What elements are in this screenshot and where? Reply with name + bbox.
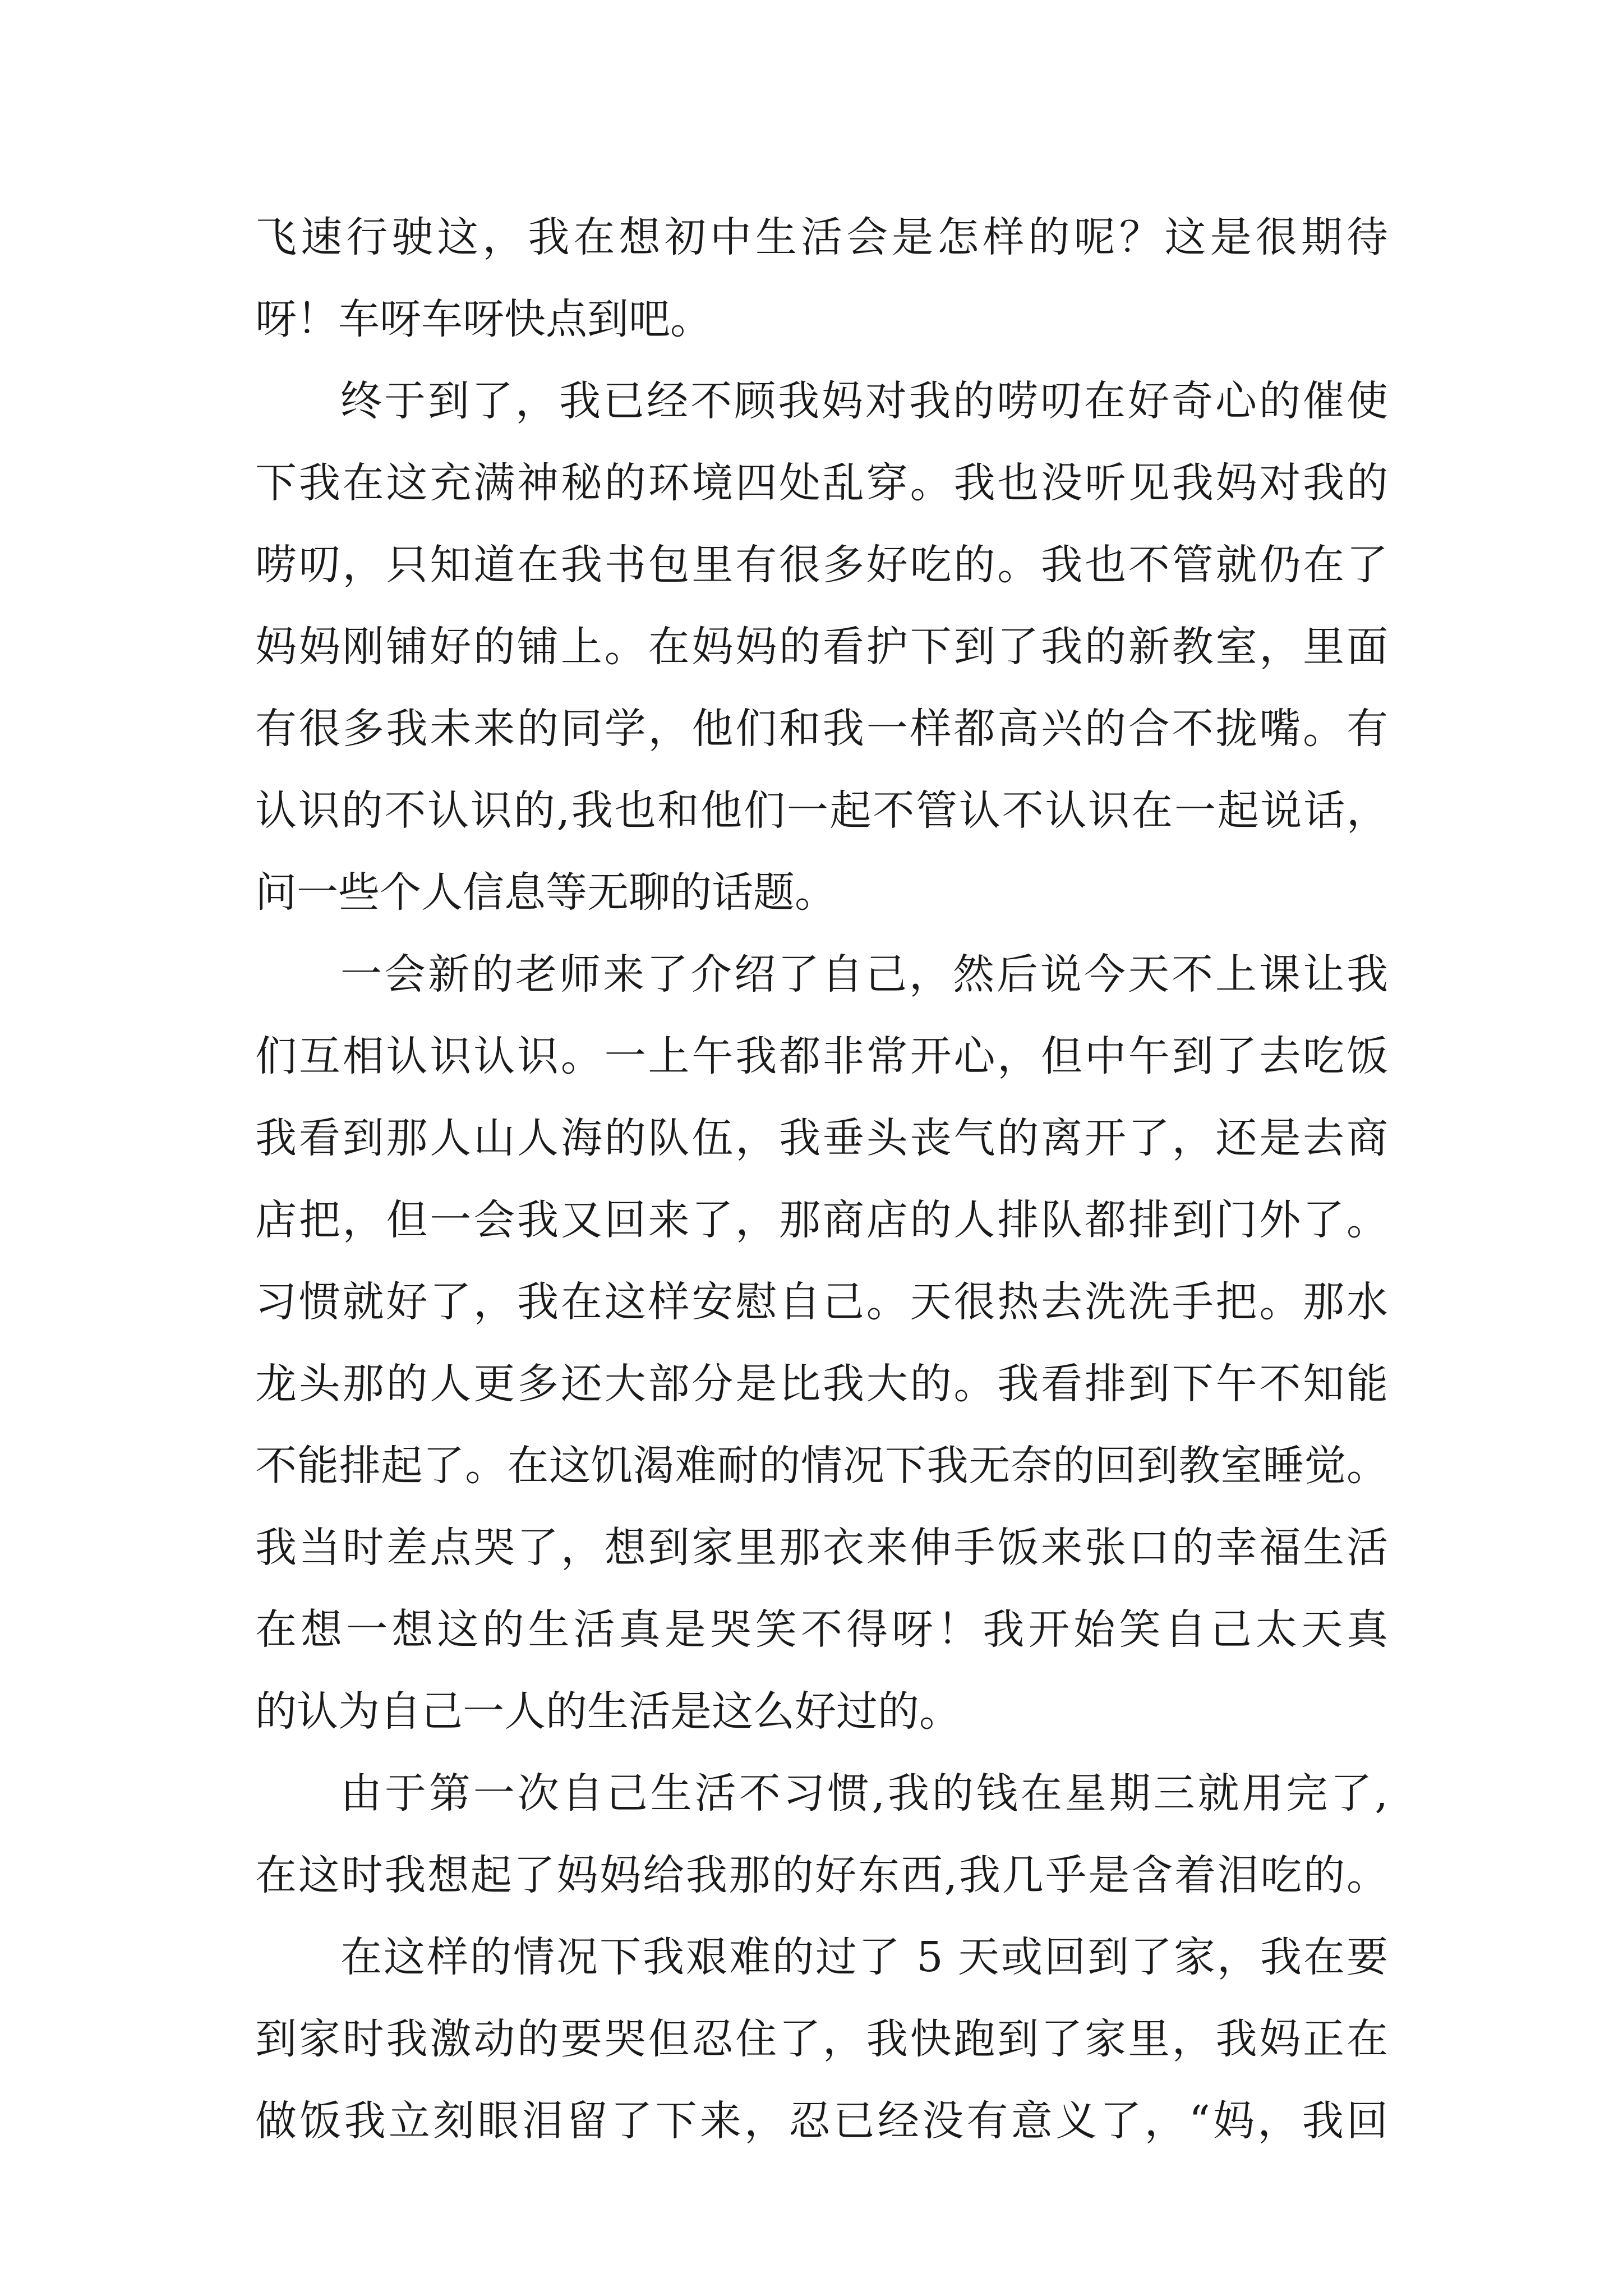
text-line-3: 终于到了，我已经不顾我妈对我的唠叨在好奇心的催使 [340, 377, 1388, 425]
body-text [255, 196, 1388, 2162]
text-line-15: 龙头那的人更多还大部分是比我大的。我看排到下午不知能 [255, 1360, 1388, 1408]
text-line-11: 们互相认识认识。一上午我都非常开心，但中午到了去吃饭 [255, 1032, 1388, 1080]
text-line-2: 呀！车呀车呀快点到吧。 [255, 295, 712, 343]
text-line-1: 飞速行驶这，我在想初中生活会是怎样的呢？这是很期待 [255, 213, 1388, 261]
text-line-10: 一会新的老师来了介绍了自己，然后说今天不上课让我 [340, 950, 1388, 999]
text-line-6: 妈妈刚铺好的铺上。在妈妈的看护下到了我的新教室，里面 [255, 623, 1388, 671]
text-line-7: 有很多我未来的同学，他们和我一样都高兴的合不拢嘴。有 [255, 705, 1388, 753]
text-line-20: 由于第一次自己生活不习惯,我的钱在星期三就用完了, [340, 1769, 1388, 1818]
text-line-22: 在这样的情况下我艰难的过了 5 天或回到了家，我在要 [340, 1933, 1388, 1981]
text-line-5: 唠叨，只知道在我书包里有很多好吃的。我也不管就仍在了 [255, 541, 1388, 589]
text-line-13: 店把，但一会我又回来了，那商店的人排队都排到门外了。 [255, 1196, 1388, 1244]
text-line-24: 做饭我立刻眼泪留了下来，忍已经没有意义了，“妈，我回 [255, 2097, 1388, 2145]
text-line-14: 习惯就好了，我在这样安慰自己。天很热去洗洗手把。那水 [255, 1278, 1388, 1326]
text-line-17: 我当时差点哭了，想到家里那衣来伸手饭来张口的幸福生活 [255, 1524, 1388, 1572]
text-line-21: 在这时我想起了妈妈给我那的好东西,我几乎是含着泪吃的。 [255, 1851, 1388, 1899]
text-line-18: 在想一想这的生活真是哭笑不得呀！我开始笑自己太天真 [255, 1605, 1388, 1654]
text-line-8: 认识的不认识的,我也和他们一起不管认不认识在一起说话， [255, 786, 1388, 835]
text-line-4: 下我在这充满神秘的环境四处乱穿。我也没听见我妈对我的 [255, 459, 1388, 507]
text-line-16: 不能排起了。在这饥渴难耐的情况下我无奈的回到教室睡觉。 [255, 1442, 1388, 1490]
text-line-9: 问一些个人信息等无聊的话题。 [255, 868, 836, 917]
text-line-19: 的认为自己一人的生活是这么好过的。 [255, 1687, 961, 1736]
text-line-12: 我看到那人山人海的队伍，我垂头丧气的离开了，还是去商 [255, 1114, 1388, 1162]
text-line-23: 到家时我激动的要哭但忍住了，我快跑到了家里，我妈正在 [255, 2015, 1388, 2063]
